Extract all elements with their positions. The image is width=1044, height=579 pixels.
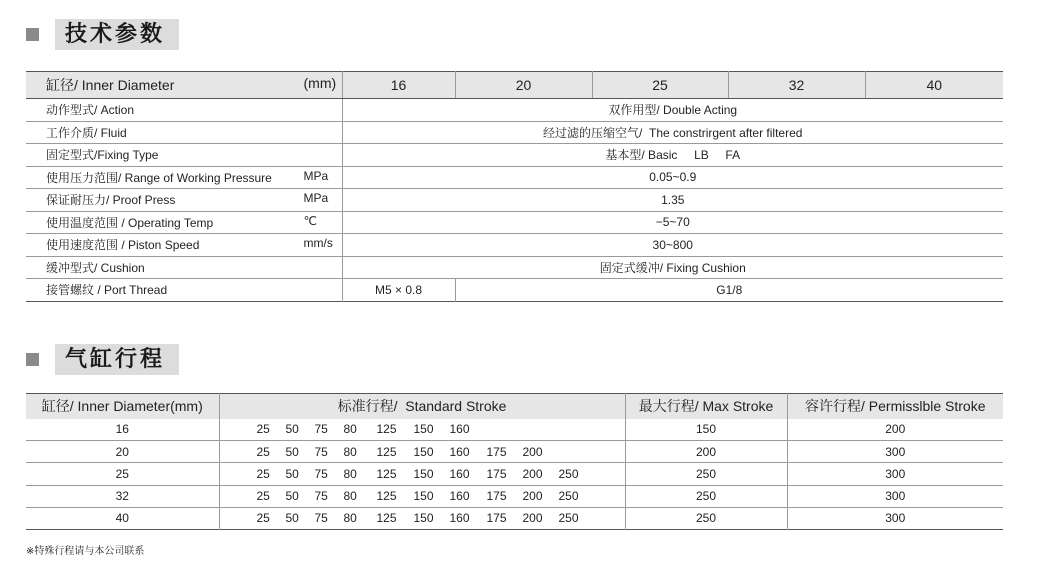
stroke-section-title: 气缸行程 — [55, 344, 179, 375]
spec-row-value: 固定式缓冲/ Fixing Cushion — [342, 256, 1003, 279]
stroke-header-permissible: 容许行程/ Permisslble Stroke — [805, 398, 986, 415]
stroke-row — [26, 485, 1003, 507]
spec-section-heading — [26, 19, 179, 50]
stroke-value: 50 — [285, 511, 299, 526]
stroke-diameter: 40 — [26, 507, 219, 529]
spec-row-label: 工作介质/ Fluid — [46, 125, 127, 140]
stroke-value: 80 — [343, 489, 357, 504]
spec-header-diameter: 32 — [728, 72, 865, 99]
stroke-value: 175 — [486, 489, 507, 504]
stroke-value: 175 — [486, 466, 507, 481]
stroke-permissible: 200 — [787, 419, 1003, 441]
stroke-diameter: 25 — [26, 463, 219, 485]
stroke-value: 80 — [343, 422, 357, 437]
stroke-max: 250 — [625, 507, 787, 529]
stroke-permissible: 300 — [787, 463, 1003, 485]
stroke-value: 80 — [343, 444, 357, 459]
stroke-row — [26, 441, 1003, 463]
spec-row-value: 30~800 — [342, 234, 1003, 257]
stroke-header-max: 最大行程/ Max Stroke — [625, 394, 787, 419]
stroke-value: 250 — [558, 489, 579, 504]
spec-header-diameter: 20 — [455, 72, 592, 99]
spec-row — [26, 166, 1003, 189]
spec-row — [26, 256, 1003, 279]
stroke-value: 125 — [376, 444, 397, 459]
stroke-value: 150 — [413, 444, 434, 459]
stroke-value: 125 — [376, 422, 397, 437]
stroke-value: 50 — [285, 466, 299, 481]
stroke-header-standard: 标准行程/ Standard Stroke — [219, 394, 625, 419]
stroke-value: 200 — [522, 489, 543, 504]
stroke-value: 25 — [256, 422, 270, 437]
stroke-diameter: 20 — [26, 441, 219, 463]
stroke-value: 80 — [343, 511, 357, 526]
spec-header-diameter: 40 — [865, 72, 1003, 99]
spec-header-unit: (mm) — [303, 75, 337, 91]
stroke-value: 25 — [256, 444, 270, 459]
port-thread-rest: G1/8 — [716, 282, 743, 297]
spec-row-label: 接管螺纹 / Port Thread — [46, 283, 168, 298]
spec-row-label: 使用温度范围 / Operating Temp — [46, 215, 214, 230]
stroke-row — [26, 507, 1003, 529]
stroke-standard-list — [219, 485, 625, 507]
stroke-value: 175 — [486, 444, 507, 459]
stroke-value: 125 — [376, 511, 397, 526]
spec-header-diameter: 25 — [592, 72, 728, 99]
stroke-value: 250 — [558, 511, 579, 526]
stroke-value: 25 — [256, 466, 270, 481]
spec-table — [26, 71, 1003, 302]
stroke-header-row — [26, 394, 1003, 419]
spec-row-unit — [304, 146, 342, 163]
spec-row — [26, 121, 1003, 144]
stroke-max: 200 — [625, 441, 787, 463]
spec-row-label: 缓冲型式/ Cushion — [46, 260, 145, 275]
stroke-value: 160 — [449, 489, 470, 504]
stroke-value: 125 — [376, 489, 397, 504]
spec-row-unit: ℃ — [303, 213, 317, 228]
stroke-value: 25 — [256, 511, 270, 526]
stroke-value: 200 — [522, 444, 543, 459]
stroke-value: 160 — [449, 511, 470, 526]
spec-row — [26, 144, 1003, 167]
spec-row-value: 经过滤的压缩空气/ The constrirgent after filtered — [342, 121, 1003, 144]
stroke-permissible: 300 — [787, 485, 1003, 507]
port-thread-16: M5 × 0.8 — [342, 279, 455, 302]
stroke-value: 160 — [449, 422, 470, 437]
spec-header-row — [26, 72, 1003, 99]
spec-row-value: 0.05~0.9 — [342, 166, 1003, 189]
stroke-value: 250 — [558, 466, 579, 481]
stroke-value: 50 — [285, 489, 299, 504]
stroke-value: 75 — [314, 422, 328, 437]
spec-header-diameter: 16 — [342, 72, 455, 99]
spec-row-unit: mm/s — [303, 236, 333, 251]
spec-row-unit: MPa — [303, 191, 329, 206]
spec-row-value: 基本型/ Basic LB FA — [342, 144, 1003, 167]
footnote: ※特殊行程请与本公司联系 — [26, 546, 145, 557]
stroke-section-heading — [26, 344, 179, 375]
spec-row-value: 双作用型/ Double Acting — [342, 99, 1003, 122]
stroke-row — [26, 463, 1003, 485]
section-square-icon — [26, 353, 39, 366]
stroke-value: 75 — [314, 489, 328, 504]
spec-header-label-cell — [26, 72, 342, 99]
spec-row — [26, 99, 1003, 122]
stroke-value: 75 — [314, 511, 328, 526]
spec-row-label: 使用速度范围 / Piston Speed — [46, 238, 200, 253]
stroke-value: 75 — [314, 466, 328, 481]
stroke-value: 150 — [413, 511, 434, 526]
spec-row-value: −5~70 — [342, 211, 1003, 234]
stroke-value: 175 — [486, 511, 507, 526]
stroke-permissible: 300 — [885, 511, 906, 526]
stroke-value: 50 — [285, 422, 299, 437]
spec-row-unit — [304, 101, 342, 118]
stroke-table — [26, 393, 1003, 530]
stroke-standard-list — [219, 463, 625, 485]
stroke-row — [26, 419, 1003, 441]
stroke-diameter: 32 — [26, 485, 219, 507]
stroke-standard-list — [219, 507, 625, 529]
spec-section-title: 技术参数 — [55, 19, 179, 50]
stroke-value: 150 — [413, 466, 434, 481]
section-square-icon — [26, 28, 39, 41]
spec-row-label: 固定型式/Fixing Type — [46, 148, 159, 163]
stroke-value: 200 — [522, 466, 543, 481]
spec-header-label: 缸径/ Inner Diameter — [46, 77, 175, 93]
spec-row-port-thread — [26, 279, 1003, 302]
stroke-value: 160 — [449, 444, 470, 459]
spec-row-unit — [304, 124, 342, 141]
spec-row — [26, 189, 1003, 212]
stroke-diameter: 16 — [26, 419, 219, 441]
stroke-permissible: 300 — [787, 441, 1003, 463]
stroke-value: 200 — [522, 511, 543, 526]
stroke-value: 50 — [285, 444, 299, 459]
stroke-value: 75 — [314, 444, 328, 459]
stroke-value: 150 — [413, 422, 434, 437]
stroke-value: 125 — [376, 466, 397, 481]
spec-row-unit: MPa — [303, 168, 329, 183]
stroke-header-diameter: 缸径/ Inner Diameter(mm) — [26, 394, 219, 419]
stroke-max: 150 — [625, 419, 787, 441]
stroke-max: 250 — [625, 463, 787, 485]
stroke-value: 150 — [413, 489, 434, 504]
stroke-standard-list — [219, 419, 625, 441]
stroke-max: 250 — [625, 485, 787, 507]
spec-row-label: 使用压力范围/ Range of Working Pressure — [46, 170, 272, 185]
spec-row-unit — [304, 259, 342, 276]
stroke-standard-list — [219, 441, 625, 463]
stroke-value: 80 — [343, 466, 357, 481]
spec-row-label: 保证耐压力/ Proof Press — [46, 193, 176, 208]
stroke-value: 160 — [449, 466, 470, 481]
spec-row — [26, 234, 1003, 257]
spec-row — [26, 211, 1003, 234]
spec-row-label: 动作型式/ Action — [46, 103, 135, 118]
spec-row-value: 1.35 — [342, 189, 1003, 212]
stroke-value: 25 — [256, 489, 270, 504]
